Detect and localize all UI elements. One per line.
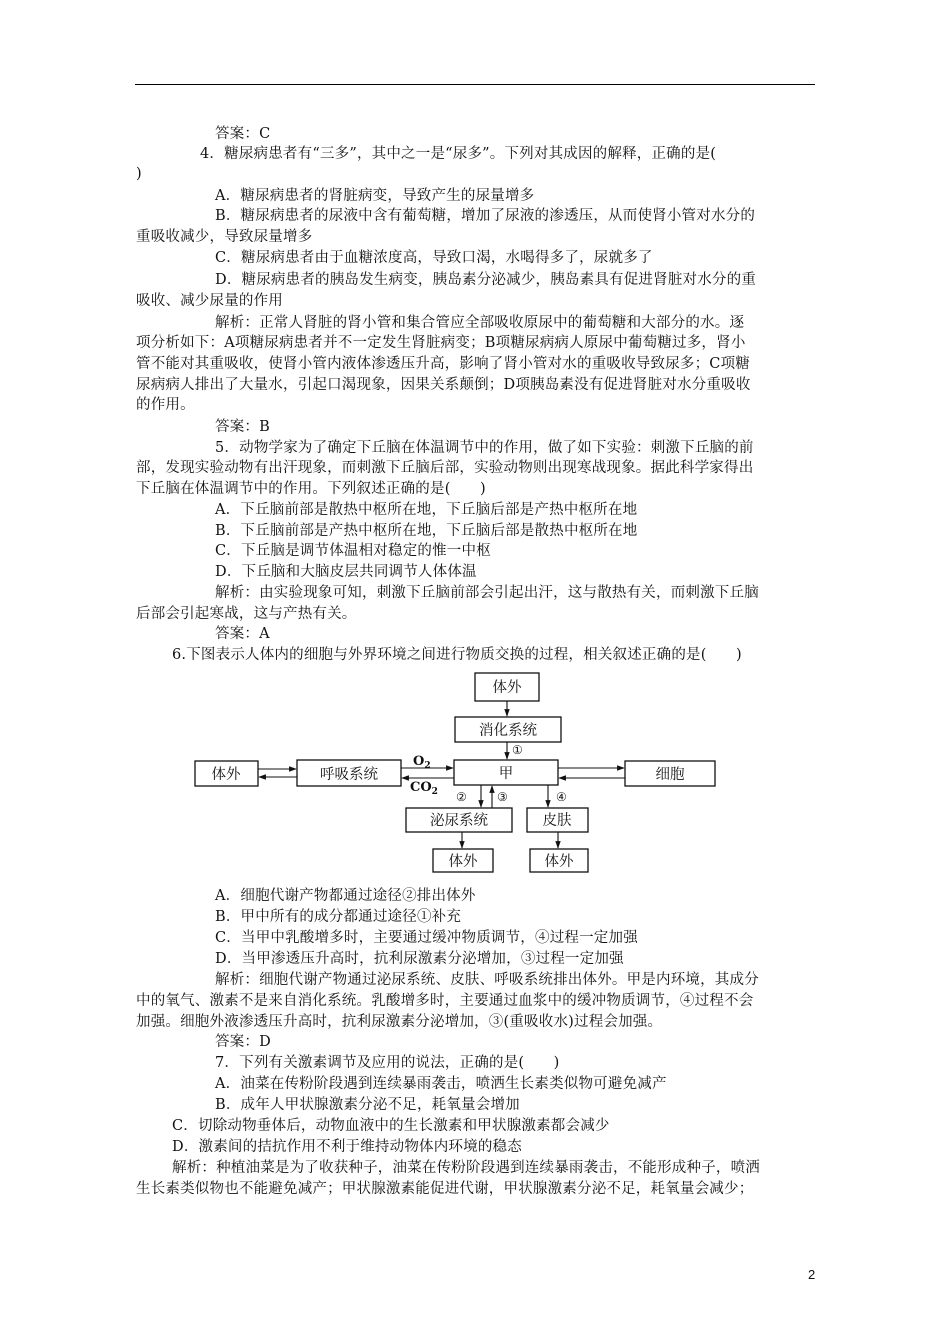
text-line: C．当甲中乳酸增多时，主要通过缓冲物质调节，④过程一定加强	[215, 930, 638, 946]
text-line: 中的氧气、激素不是来自消化系统。乳酸增多时，主要通过血浆中的缓冲物质调节，④过程不会	[136, 993, 754, 1009]
text-line: 尿病病人排出了大量水，引起口渴现象，因果关系颠倒；D项胰岛素没有促进肾脏对水分重吸收	[136, 377, 751, 393]
text-line: 答案：A	[215, 626, 270, 642]
text-line: C．切除动物垂体后，动物血液中的生长激素和甲状腺激素都会减少	[172, 1118, 610, 1134]
text-line: D．激素间的拮抗作用不利于维持动物体内环境的稳态	[172, 1139, 522, 1155]
text-line: 吸收、减少尿量的作用	[136, 293, 283, 309]
label-route-4: ④	[556, 790, 567, 804]
label-skin: 皮肤	[542, 813, 572, 829]
text-line: 生长素类似物也不能避免减产；甲状腺激素能促进代谢，甲状腺激素分泌不足，耗氧量会减少；	[136, 1181, 754, 1197]
text-line: 部，发现实验动物有出汗现象，而刺激下丘脑后部，实验动物则出现寒战现象。据此科学家得出	[136, 460, 754, 476]
text-line: 下丘脑在体温调节中的作用。下列叙述正确的是( )	[136, 481, 486, 497]
text-line: 答案：B	[215, 419, 270, 435]
text-line: A．糖尿病患者的肾脏病变，导致产生的尿量增多	[215, 188, 535, 204]
text-line: 答案：D	[215, 1034, 271, 1050]
text-line: 4．糖尿病患者有“三多”，其中之一是“尿多”。下列对其成因的解释，正确的是(	[200, 146, 717, 162]
text-line: A．下丘脑前部是散热中枢所在地，下丘脑后部是产热中枢所在地	[215, 502, 638, 518]
label-route-3: ③	[497, 790, 508, 804]
label-route-2: ②	[456, 790, 467, 804]
text-line: 解析：细胞代谢产物通过泌尿系统、皮肤、呼吸系统排出体外。甲是内环境，其成分	[215, 972, 759, 988]
text-line: 的作用。	[136, 397, 195, 413]
text-line: D．下丘脑和大脑皮层共同调节人体体温	[215, 564, 477, 580]
text-line: 解析：种植油菜是为了收获种子，油菜在传粉阶段遇到连续暴雨袭击，不能形成种子，喷洒	[172, 1160, 760, 1176]
text-line: 管不能对其重吸收，使肾小管内液体渗透压升高，影响了肾小管对水的重吸收导致尿多；C项糖	[136, 356, 750, 372]
label-outside-top: 体外	[492, 680, 522, 696]
text-line: D．当甲渗透压升高时，抗利尿激素分泌增加，③过程一定加强	[215, 951, 624, 967]
text-line: 答案：C	[215, 126, 271, 142]
label-digestive-system: 消化系统	[479, 723, 537, 739]
label-cell: 细胞	[655, 767, 685, 783]
label-urinary-system: 泌尿系统	[430, 813, 488, 829]
text-line: B．糖尿病患者的尿液中含有葡萄糖，增加了尿液的渗透压，从而使肾小管对水分的	[215, 208, 756, 224]
text-line: B．甲中所有的成分都通过途径①补充	[215, 909, 462, 925]
label-outside-bottom-right: 体外	[544, 854, 574, 870]
text-line: 重吸收减少，导致尿量增多	[136, 229, 313, 245]
text-line: C．下丘脑是调节体温相对稳定的惟一中枢	[215, 543, 491, 559]
text-line: A．油菜在传粉阶段遇到连续暴雨袭击，喷洒生长素类似物可避免减产	[215, 1076, 667, 1092]
label-outside-left: 体外	[211, 767, 241, 783]
label-co2: $CO_2$	[410, 780, 438, 797]
text-line: 6.下图表示人体内的细胞与外界环境之间进行物质交换的过程，相关叙述正确的是( )	[172, 647, 742, 663]
page-number: 2	[808, 1267, 816, 1282]
text-line: )	[136, 166, 142, 182]
text-line: 7．下列有关激素调节及应用的说法，正确的是( )	[215, 1055, 560, 1071]
text-line: B．成年人甲状腺激素分泌不足，耗氧量会增加	[215, 1097, 520, 1113]
text-line: 项分析如下：A项糖尿病患者并不一定发生肾脏病变；B项糖尿病病人原尿中葡萄糖过多，肾小	[136, 335, 746, 351]
text-line: 加强。细胞外液渗透压升高时，抗利尿激素分泌增加，③(重吸收水)过程会加强。	[136, 1014, 663, 1030]
text-line: B．下丘脑前部是产热中枢所在地，下丘脑后部是散热中枢所在地	[215, 523, 638, 539]
label-respiratory-system: 呼吸系统	[320, 767, 378, 783]
text-line: 后部会引起寒战，这与产热有关。	[136, 606, 357, 622]
text-line: 5．动物学家为了确定下丘脑在体温调节中的作用，做了如下实验：刺激下丘脑的前	[215, 440, 754, 456]
text-line: C．糖尿病患者由于血糖浓度高，导致口渴，水喝得多了，尿就多了	[215, 250, 653, 266]
label-o2: $O_2$	[413, 754, 431, 771]
label-route-1: ①	[512, 743, 523, 757]
text-line: 解析：正常人肾脏的肾小管和集合管应全部吸收原尿中的葡萄糖和大部分的水。逐	[215, 315, 745, 331]
label-jia: 甲	[498, 766, 514, 782]
text-line: A．细胞代谢产物都通过途径②排出体外	[215, 888, 476, 904]
text-line: 解析：由实验现象可知，刺激下丘脑前部会引起出汗，这与散热有关，而刺激下丘脑	[215, 585, 759, 601]
label-outside-bottom-left: 体外	[448, 854, 478, 870]
text-line: D．糖尿病患者的胰岛发生病变，胰岛素分泌减少，胰岛素具有促进肾脏对水分的重	[215, 272, 757, 288]
